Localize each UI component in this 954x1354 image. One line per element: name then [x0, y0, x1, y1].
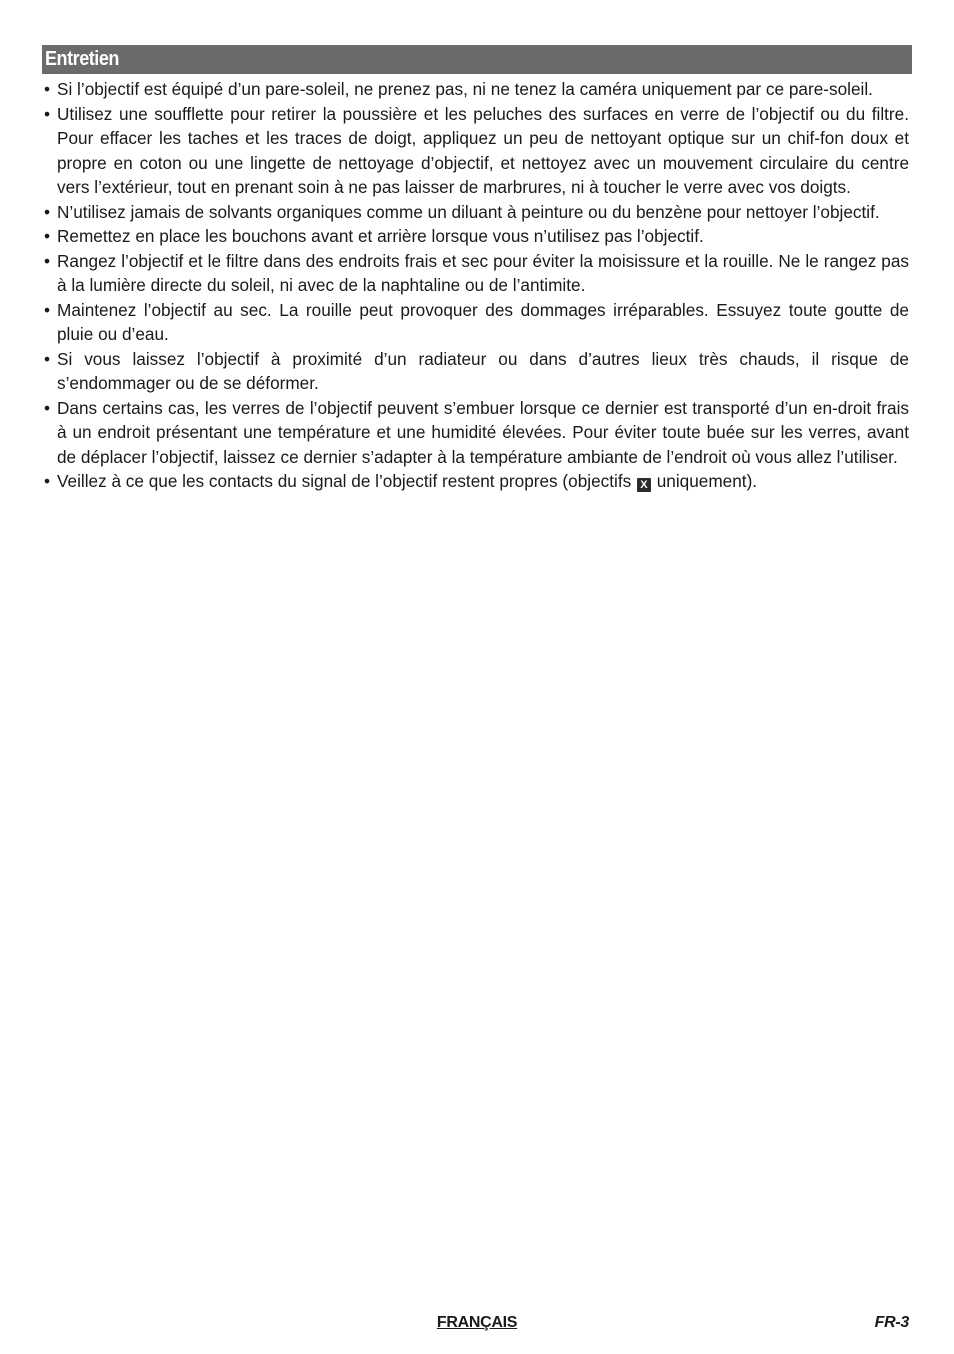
maintenance-list	[42, 77, 909, 494]
list-item	[42, 224, 909, 249]
list-item	[42, 77, 909, 102]
list-item-text: Si l’objectif est équipé d’un pare-soleil, ne prenez pas, ni ne tenez la caméra uniquement par ce pare-soleil.	[57, 79, 873, 99]
bullet-icon: •	[44, 471, 51, 491]
list-item	[42, 249, 909, 298]
list-item-text: Remettez en place les bouchons avant et arrière lorsque vous n’utilisez pas l’objectif.	[57, 226, 704, 246]
x-mount-icon: X	[637, 478, 651, 492]
list-item	[42, 298, 909, 347]
list-item-text-before: Veillez à ce que les contacts du signal de l’objectif restent propres (objectifs	[57, 471, 636, 491]
bullet-icon: •	[44, 299, 51, 320]
list-item	[42, 396, 909, 470]
list-item-text-after: uniquement).	[651, 471, 758, 491]
list-item	[42, 102, 909, 200]
list-item-text: Dans certains cas, les verres de l’objectif peuvent s’embuer lorsque ce dernier est transporté d’un en-droit frais à un endroit présentant une température et une humidité élevées. Pour éviter toute buée sur les verres, avant de déplacer l’objectif, laissez ce dernier s’adapter à la température ambiante de l’endroit où vous allez l’utiliser.	[57, 397, 909, 467]
section-header	[42, 45, 912, 74]
list-item-text: Rangez l’objectif et le filtre dans des endroits frais et sec pour éviter la moisissure et la rouille. Ne le rangez pas à la lumière directe du soleil, ni avec de la naphtaline ou de l’antimite.	[57, 250, 909, 295]
bullet-icon: •	[44, 201, 51, 222]
section-title: Entretien	[45, 48, 119, 70]
footer-language: FRANÇAIS	[436, 1314, 518, 1331]
page-number: FR-3	[874, 1314, 909, 1331]
bullet-icon: •	[44, 250, 51, 271]
list-item-text: N’utilisez jamais de solvants organiques comme un diluant à peinture ou du benzène pour nettoyer l’objectif.	[57, 201, 880, 222]
bullet-icon: •	[44, 348, 51, 369]
list-item	[42, 469, 909, 494]
list-item-text: Si vous laissez l’objectif à proximité d’un radiateur ou dans d’autres lieux très chauds, il risque de s’endommager ou de se déformer.	[57, 348, 909, 393]
bullet-icon: •	[44, 79, 51, 99]
bullet-icon: •	[44, 226, 51, 246]
bullet-icon: •	[44, 103, 51, 124]
list-item-text: Maintenez l’objectif au sec. La rouille peut provoquer des dommages irréparables. Essuyez toute goutte de pluie ou d’eau.	[57, 299, 909, 344]
list-item	[42, 347, 909, 396]
list-item-text: Utilisez une soufflette pour retirer la poussière et les peluches des surfaces en verre de l’objectif ou du filtre. Pour effacer les taches et les traces de doigt, appliquez un peu de nettoyant optique sur un chif-fon doux et propre en coton ou une lingette de nettoyage d’objectif, et nettoyez avec un mouvement circulaire du centre vers l’extérieur, tout en prenant soin à ne pas laisser de marbrures, ni à toucher le verre avec vos doigts.	[57, 103, 909, 197]
bullet-icon: •	[44, 397, 51, 418]
list-item	[42, 200, 909, 225]
